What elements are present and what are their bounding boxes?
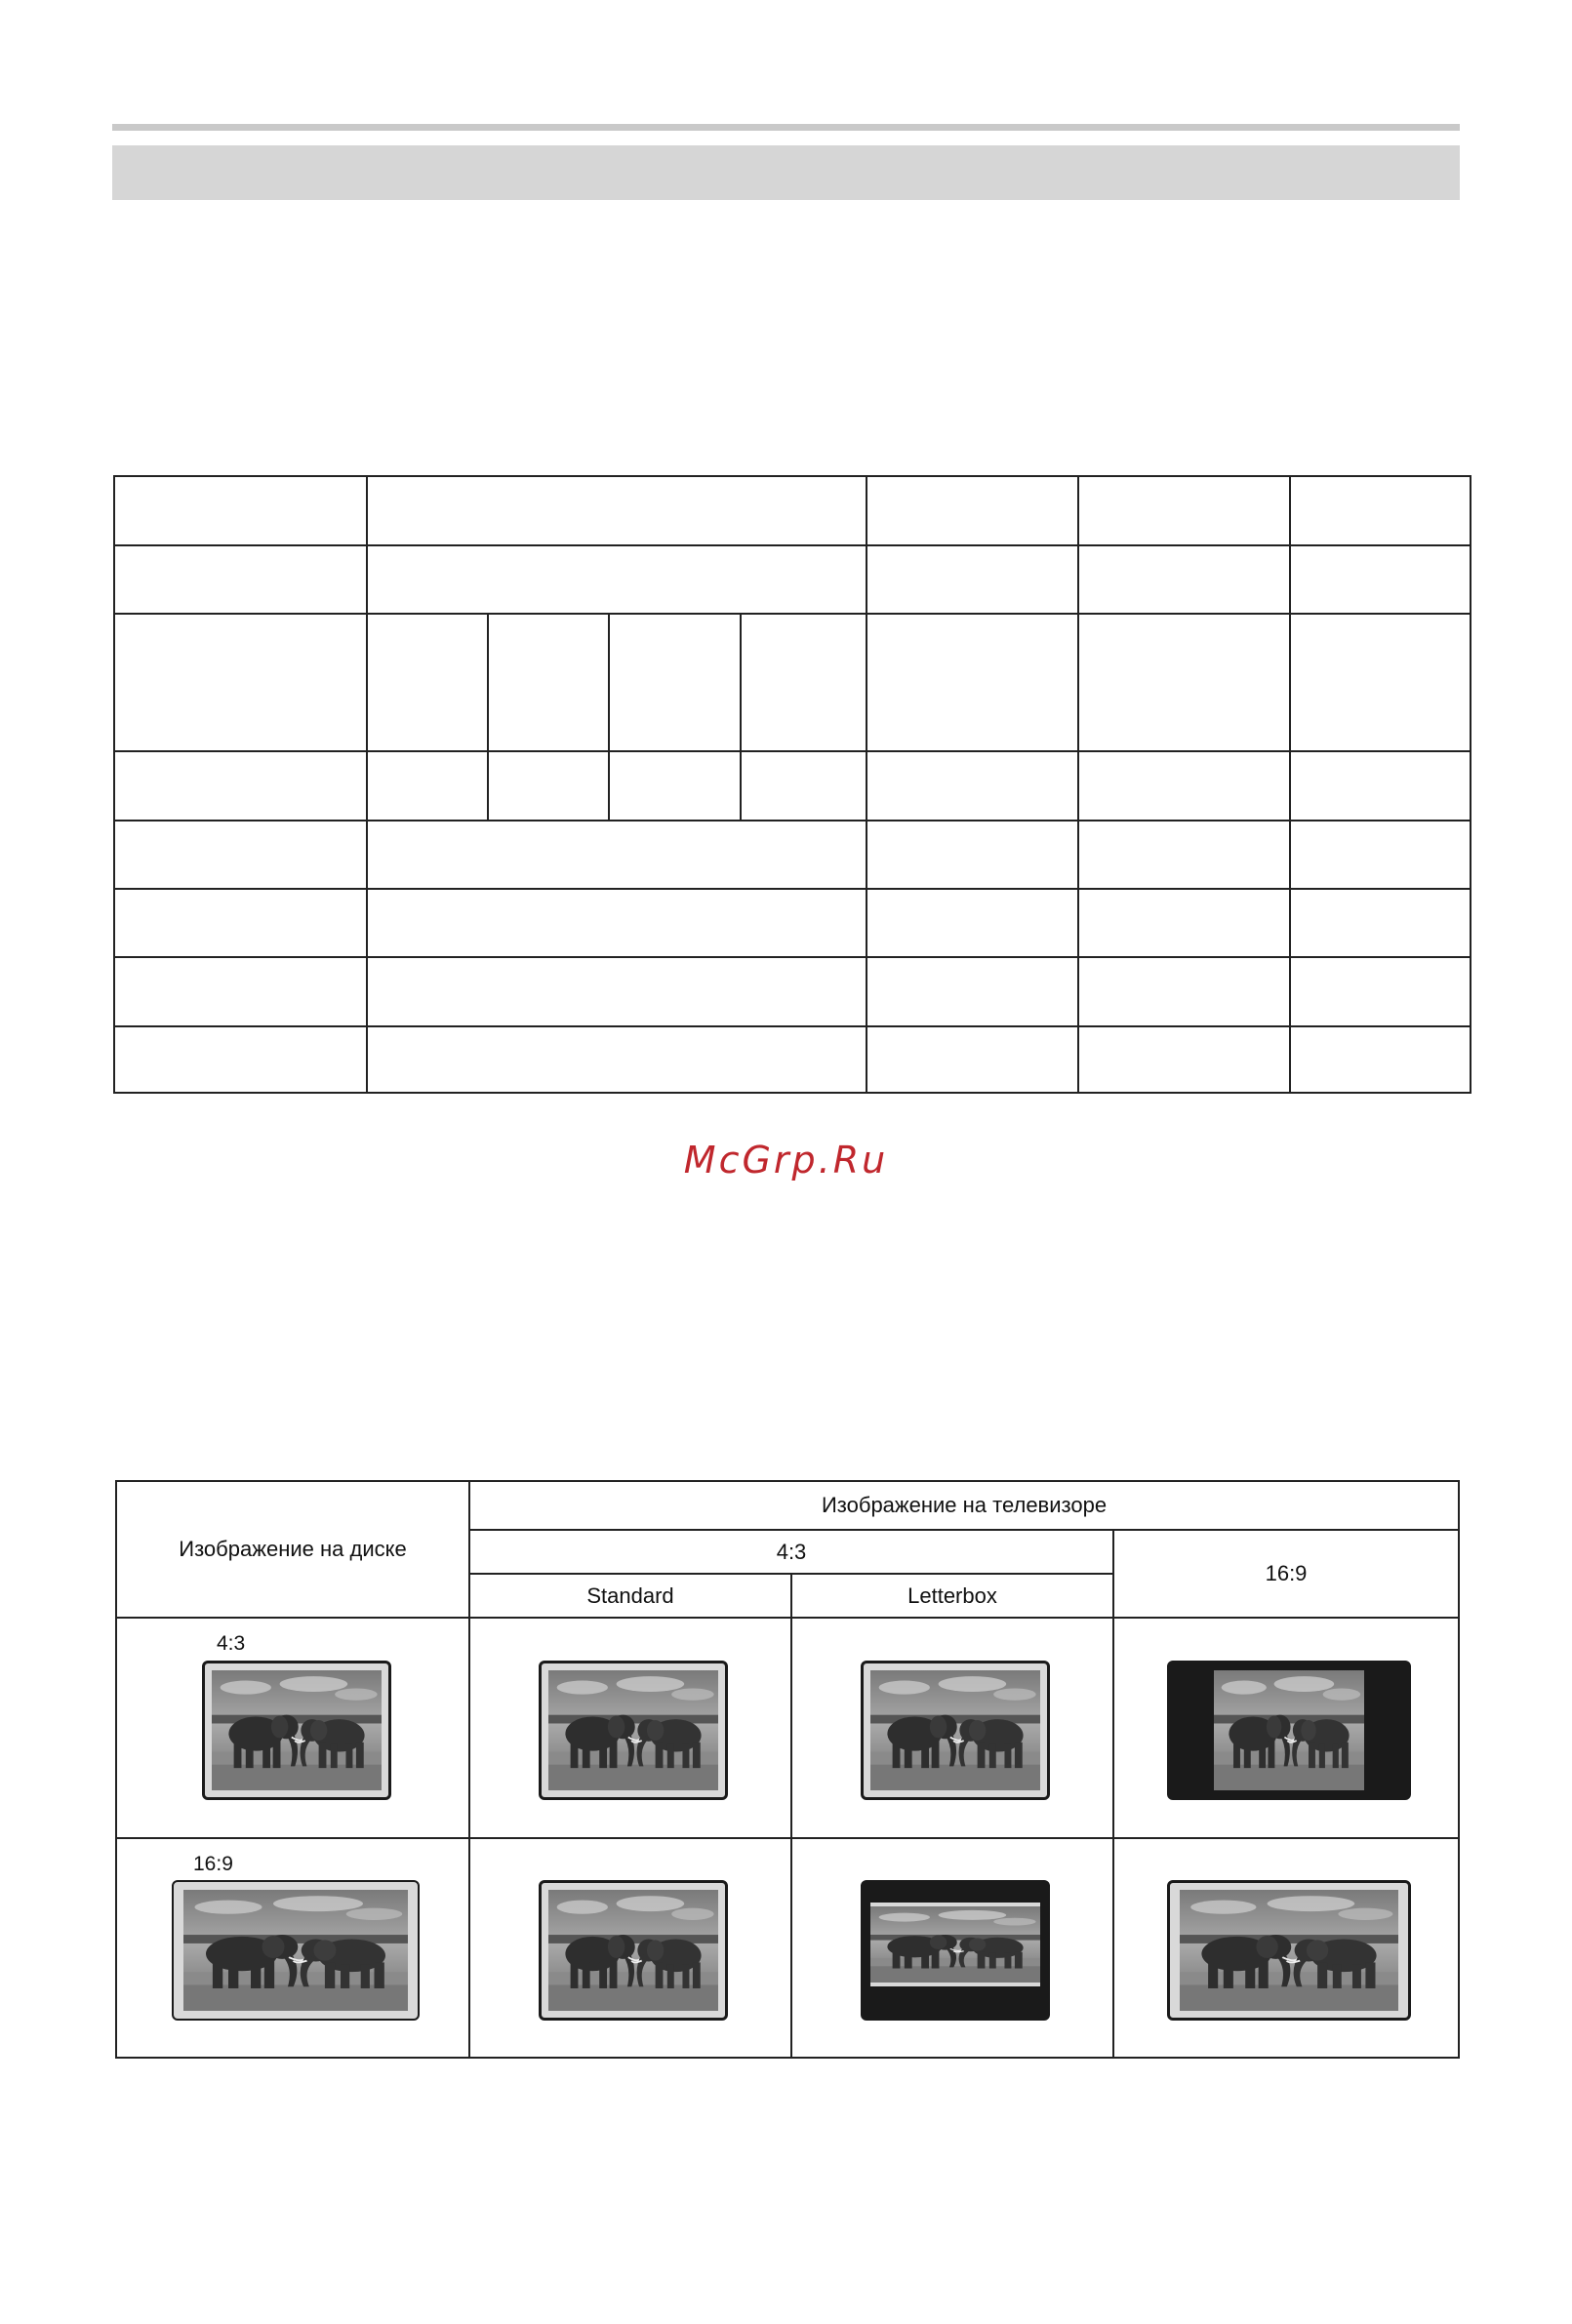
spec-row [114,957,1471,1026]
elephants-picture [1214,1670,1364,1790]
tv-43-letterbox-cell [791,1618,1113,1838]
spec-row [114,1026,1471,1093]
spec-table [113,475,1471,1094]
row-169-label: 16:9 [193,1853,233,1875]
watermark: McGrp.Ru [683,1139,889,1182]
spec-row [114,476,1471,545]
spec-row [114,614,1471,751]
aspect-ratio-table [115,1480,1460,2059]
row-43-label: 4:3 [217,1632,246,1655]
elephants-picture [1180,1890,1398,2011]
elephants-picture [212,1670,382,1790]
spec-row [114,545,1471,614]
tv-image-header: Изображение на телевизоре [469,1481,1459,1530]
elephants-picture [548,1670,718,1790]
disc-43-image [202,1661,391,1800]
elephants-picture [183,1890,408,2011]
tv-169-pillarbox-image [1167,1661,1411,1800]
tv-43-letterbox-image [861,1661,1050,1800]
disc-169-cell [116,1838,469,2058]
tv-169-full-image [1167,1880,1411,2021]
spec-row [114,821,1471,889]
top-rule [112,124,1460,131]
tv-169-standard-cell [469,1838,791,2058]
tv-43-header: 4:3 [469,1530,1113,1574]
spec-row [114,889,1471,957]
letterbox-header: Letterbox [791,1574,1113,1618]
tv-43-standard-cell [469,1618,791,1838]
row-disc-169 [116,1838,1459,2058]
tv-169-letterbox-cell [791,1838,1113,2058]
tv-169-header: 16:9 [1113,1530,1459,1618]
elephants-picture [548,1890,718,2011]
disc-43-cell [116,1618,469,1838]
tv-169-full-cell [1113,1838,1459,2058]
elephants-picture [870,1670,1040,1790]
tv-169-letterbox-image [861,1880,1050,2021]
row-disc-43 [116,1618,1459,1838]
tv-43-standard-image [539,1661,728,1800]
disc-image-header: Изображение на диске [116,1481,469,1618]
spec-row [114,751,1471,821]
elephants-picture [870,1906,1040,1983]
tv-169-cell [1113,1618,1459,1838]
tv-169-standard-image [539,1880,728,2021]
header-band [112,145,1460,200]
standard-header: Standard [469,1574,791,1618]
disc-169-image [172,1880,420,2021]
